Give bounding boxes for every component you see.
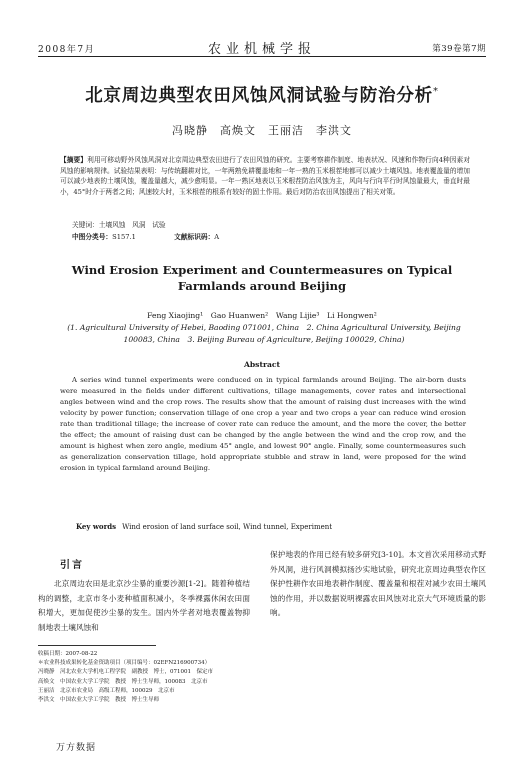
footnote-rule [38, 645, 156, 646]
abstract-cn-text: 利用可移动野外风蚀风洞对北京周边典型农田进行了农田风蚀的研究。主要考察耕作制度、地表状况、风速和作物行向4种因素对风蚀的影响规律。试验结果表明：与传统翻耕对比，一年两熟免耕覆盖地和一年一熟的玉米根茬地都可以减少土壤风蚀。地表覆盖量的增加可以减少地表的土壤风蚀，覆盖量越大，减少愈明显。一年一熟区地表以玉米根茬防治风蚀为主，风向与行向平行时风蚀量最大，垂直时最小，45°时介于两者之间；风速较大时，玉米根茬的根系有较好的固土作用。最后对防治农田风蚀提出了相关对策。 [60, 156, 471, 196]
header-journal: 农业机械学报 [207, 42, 316, 57]
footnote-line: 王丽洁 北京市农业局 高级工程师，100029 北京市 [38, 687, 175, 694]
affiliations-en: (1. Agricultural University of Hebei, Baoding 071001, China 2. China Agricultural University, Beijing 100083, China 3. Beijing Bureau of Agriculture, Beijing 100029, China) [67, 323, 461, 344]
intro-right-column: 保护地表的作用已经有较多研究[3-10]。本文首次采用移动式野外风洞，进行风洞模拟扬沙实地试验，研究北京周边典型农作区保护性耕作农田地表耕作制度、覆盖量和根茬对减少农田土壤风蚀的作用，并以数据说明裸露农田风蚀对北京大气环境质量的影响。 [270, 550, 486, 617]
running-header [38, 38, 486, 57]
abstract-en: A series wind tunnel experiments were conduced on in typical farmlands around Beijing. The air-born dusts were measured in the fields under different cultivations, tillage managements, cover rates and intersectional angles between wind and the crop rows. The results show that the amount of raising dust increases with the wind velocity by power function; conservation tillage of one crop a year and two crops a year can reduce wind erosion rate than traditional tillage; the increase of cover rate can reduce the amount, and the more the cover, the better the effect; the amount of raising dust can be changed by the angle between the wind and the crop row, and the amount is highest when zero angle, medium 45° angle, and lowest 90° angle. Finally, some countermeasures such as generalization conservation tillage, hold appropriate stubble and straw in land, were proposed for the wind erosion in typical farmland around Beijing. [60, 376, 466, 472]
keywords-en [76, 522, 332, 531]
classification-line [72, 231, 219, 241]
footnote-line: ＊农业科技成果转化基金资助项目（项目编号：02EFN216900734） [38, 660, 211, 667]
intro-left-column: 北京周边农田是北京沙尘暴的重要沙源[1-2]。随着种植结构的调整，北京市冬小麦种植面积减小，冬季裸露休闲农田面积增大，更加促使沙尘暴的发生。国内外学者对地表覆盖物抑制地表土壤风蚀和 [38, 579, 250, 632]
class-label: 中图分类号： [72, 233, 113, 241]
authors-en: Feng Xiaojing¹ Gao Huanwen² Wang Lijie³ Li Hongwen² [147, 311, 377, 320]
title-text: 北京周边典型农田风蚀风洞试验与防治分析 [85, 86, 433, 106]
doc-label: 文献标识码： [174, 233, 215, 241]
section-heading-intro: 引言 [60, 560, 84, 571]
title-footnote-mark: * [432, 86, 439, 98]
header-date: 2008年7月 [38, 45, 96, 55]
keywords-en-label: Key words [76, 522, 117, 531]
paper-title-en: Wind Erosion Experiment and Countermeasures on Typical Farmlands around Beijing [71, 263, 453, 293]
doc-value: A [214, 233, 220, 241]
keywords-en-text: Wind erosion of land surface soil, Wind tunnel, Experiment [122, 523, 333, 531]
header-volume: 第39卷第7期 [432, 44, 486, 54]
footnote-line: 李洪文 中国农业大学工学院 教授 博士生导师 [38, 697, 160, 704]
paper-title-cn [30, 82, 494, 107]
footnote-line: 高焕文 中国农业大学工学院 教授 博士生导师，100083 北京市 [38, 678, 208, 685]
authors-cn: 冯晓静 高焕文 王丽洁 李洪文 [172, 124, 352, 137]
footnote-line: 冯晓静 河北农业大学机电工程学院 副教授 博士，071001 保定市 [38, 669, 213, 676]
abstract-cn [60, 155, 470, 197]
watermark: 万方数据 [56, 743, 97, 753]
class-value: S157.1 [112, 233, 136, 241]
footnotes [38, 650, 478, 705]
keywords-cn: 关键词：土壤风蚀 风洞 试验 [72, 221, 166, 229]
abstract-en-heading: Abstract [243, 360, 281, 369]
abstract-cn-label: 【摘要】 [60, 156, 88, 164]
footnote-line: 收稿日期：2007-08-22 [38, 651, 98, 657]
